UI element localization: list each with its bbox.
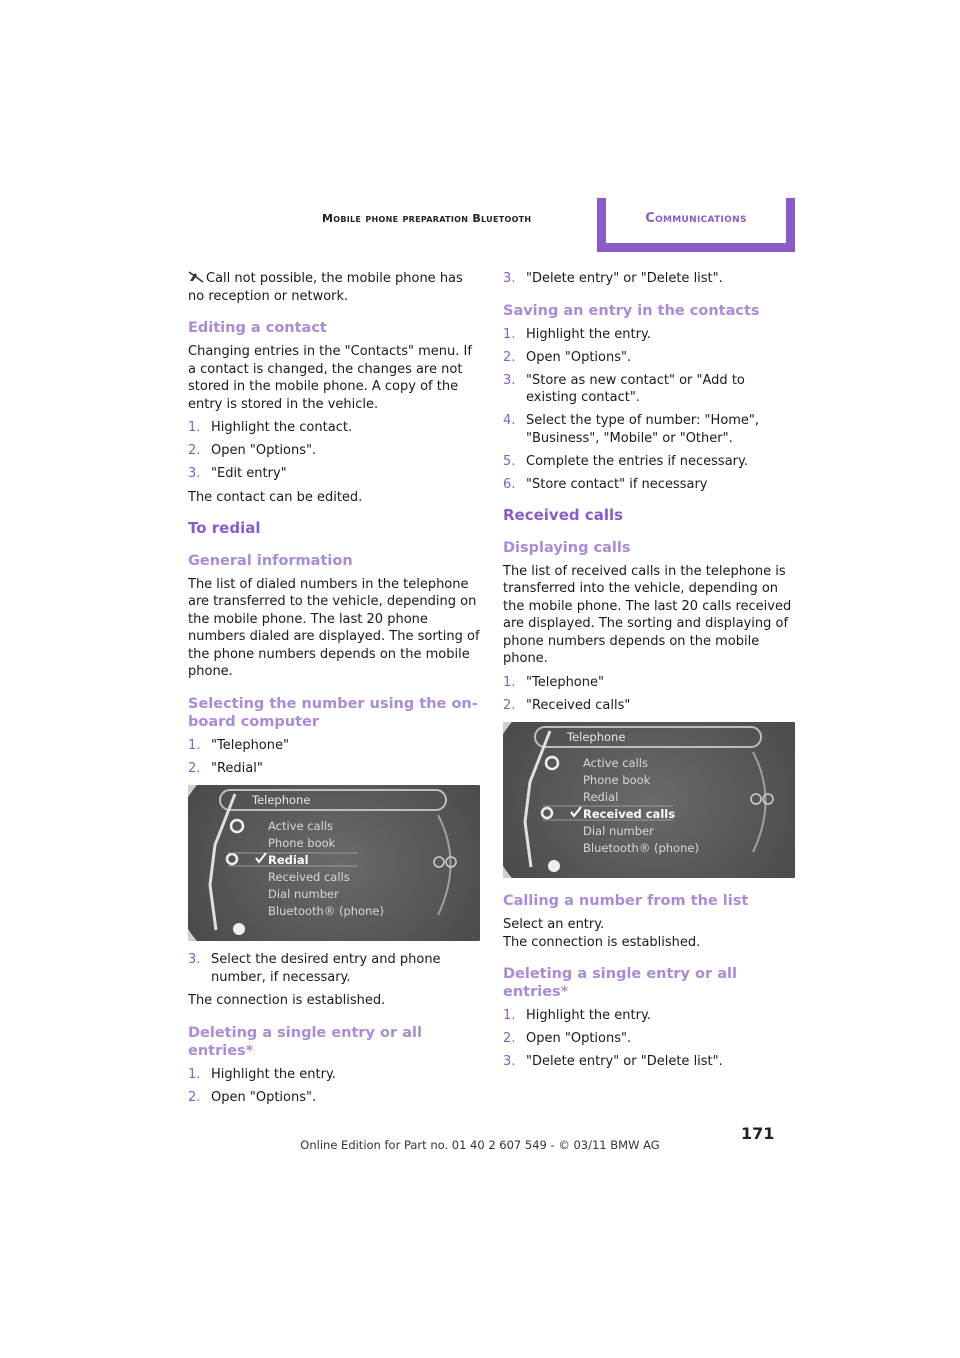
redial-screenshot — [188, 785, 480, 941]
displaying-calls-text: The list of received calls in the telephone is transferred into the vehicle, depending on the mobile phone. The last 20 calls received are displayed. The sorting and displaying of phone numbers depends on the mobile phone. — [503, 563, 792, 666]
list-item: 4. Select the type of number: "Home", "Business", "Mobile" or "Other". — [503, 413, 760, 446]
list-item: 2. "Redial" — [188, 760, 263, 776]
editing-contact-text: Changing entries in the "Contacts" menu. If a contact is changed, the changes are not stored in the mobile phone. A copy of the entry is stored in the vehicle. — [188, 344, 472, 412]
chapter-title: Communications — [606, 198, 786, 243]
running-header: Mobile phone preparation Bluetooth — [322, 212, 532, 225]
page-number: 171 — [741, 1124, 775, 1143]
list-item: 1. Highlight the contact. — [188, 420, 353, 435]
list-item: 2. Open "Options". — [503, 1031, 632, 1046]
screen-title: Telephone — [567, 730, 626, 744]
displaying-steps — [503, 674, 797, 715]
general-info-text: The list of dialed numbers in the telephone are transferred to the vehicle, depending on the mobile phone. The last 20 phone numbers dialed are displayed. The sorting of the phone numbers depends on the mobile phone. — [188, 576, 480, 679]
screen-title: Telephone — [252, 793, 311, 807]
editing-steps — [188, 419, 482, 483]
list-item: 3. "Delete entry" or "Delete list". — [503, 1054, 723, 1069]
list-item: 2. Open "Options". — [503, 349, 632, 365]
list-item: 1. Highlight the entry. — [188, 1066, 336, 1082]
list-item: 3. "Delete entry" or "Delete list". — [503, 271, 723, 286]
list-item: 1. "Telephone" — [188, 737, 289, 753]
list-item: 3. Select the desired entry and phone number, if necessary. — [188, 952, 441, 985]
deleting-heading: Deleting a single entry or all entries* — [188, 1024, 422, 1059]
saving-steps — [503, 326, 797, 494]
list-item: 1. Highlight the entry. — [503, 1008, 651, 1023]
saving-entry-heading: Saving an entry in the contacts — [503, 302, 760, 319]
screen-item-selected: Redial — [268, 853, 309, 867]
selecting-result: The connection is established. — [188, 993, 386, 1008]
list-item: 1. Highlight the entry. — [503, 326, 651, 342]
left-column — [188, 270, 482, 1112]
list-item: 2. Open "Options". — [188, 1089, 317, 1105]
selecting-number-heading: Selecting the number using the on-board computer — [188, 695, 478, 730]
screen-item: Received calls — [268, 870, 350, 884]
editing-contact-heading: Editing a contact — [188, 320, 327, 336]
list-item: 6. "Store contact" if necessary — [503, 476, 708, 492]
selecting-steps — [188, 737, 482, 778]
calling-text-2: The connection is established. — [503, 934, 701, 950]
deleting-steps-2 — [503, 1007, 797, 1071]
list-item: 2. Open "Options". — [188, 443, 317, 458]
selecting-step-3 — [188, 951, 482, 986]
general-info-heading: General information — [188, 552, 353, 569]
list-item: 2. "Received calls" — [503, 697, 631, 713]
screen-item: Bluetooth® (phone) — [583, 841, 699, 855]
screen-item: Phone book — [583, 773, 651, 787]
deleting-step-3 — [503, 270, 797, 288]
calling-number-heading: Calling a number from the list — [503, 893, 749, 909]
screen-item: Dial number — [583, 824, 654, 838]
calling-text-1: Select an entry. — [503, 917, 605, 932]
screen-item: Dial number — [268, 887, 339, 901]
list-item: 1. "Telephone" — [503, 674, 604, 690]
list-item: 3. "Edit entry" — [188, 466, 287, 481]
intro-paragraph: Call not possible, the mobile phone has no reception or network. — [188, 271, 463, 304]
screen-item: Phone book — [268, 836, 336, 850]
received-calls-screenshot — [503, 722, 795, 878]
screen-item: Active calls — [268, 819, 333, 833]
screen-item: Redial — [583, 790, 619, 804]
screen-item: Active calls — [583, 756, 648, 770]
list-item: 3. "Store as new contact" or "Add to existing contact". — [503, 372, 745, 405]
received-calls-heading: Received calls — [503, 506, 624, 524]
list-item: 5. Complete the entries if necessary. — [503, 453, 748, 469]
chapter-tab — [597, 198, 795, 252]
deleting-heading-2: Deleting a single entry or all entries* — [503, 966, 737, 1000]
screen-item-selected: Received calls — [583, 807, 676, 821]
displaying-calls-heading: Displaying calls — [503, 539, 631, 556]
redial-heading: To redial — [188, 519, 261, 537]
screen-item: Bluetooth® (phone) — [268, 904, 384, 918]
right-column — [503, 270, 797, 1077]
footer: Online Edition for Part no. 01 40 2 607 549 - © 03/11 BMW AG — [300, 1138, 660, 1152]
deleting-steps — [188, 1066, 482, 1107]
editing-result: The contact can be edited. — [188, 489, 363, 505]
no-reception-icon — [188, 271, 204, 283]
